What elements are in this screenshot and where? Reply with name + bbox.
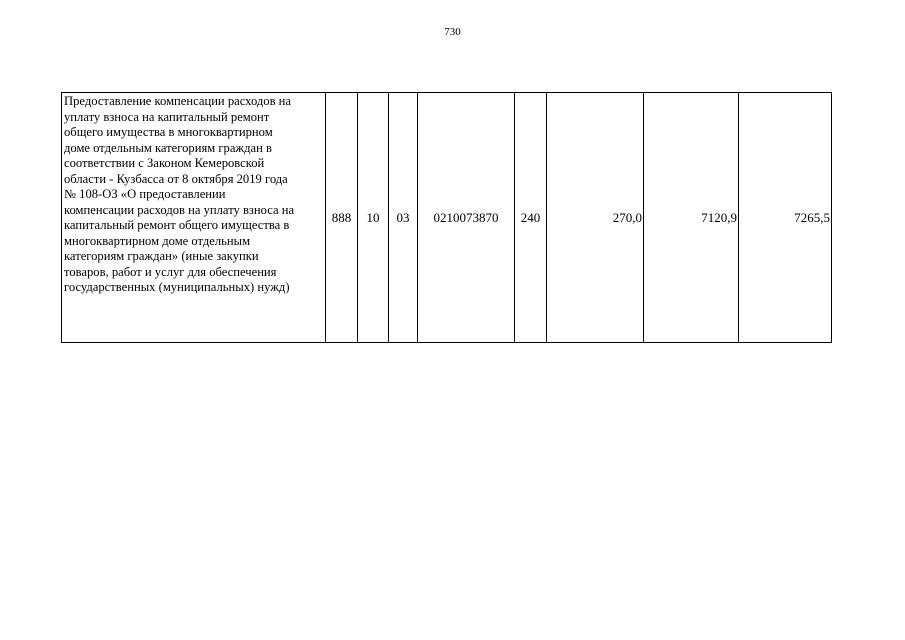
description-cell (62, 93, 326, 343)
description-line: Предоставление компенсации расходов на (64, 94, 292, 108)
description-line: государственных (муниципальных) нужд) (64, 280, 290, 294)
description-line: общего имущества в многоквартирном (64, 125, 273, 139)
description-line: соответствии с Законом Кемеровской (64, 156, 265, 170)
description-line: многоквартирном доме отдельным (64, 233, 251, 248)
description-line: капитальный ремонт общего имущества в (64, 218, 290, 232)
amount-2-cell: 7120,9 (644, 93, 739, 343)
description-line: товаров, работ и услуг для обеспечения (64, 264, 277, 279)
section-code-cell: 10 (358, 93, 389, 343)
description-line: области - Кузбасса от 8 октября 2019 года (64, 171, 288, 186)
description-line: № 108-ОЗ «О предоставлении (64, 187, 226, 201)
description-line: уплату взноса на капитальный ремонт (64, 109, 270, 124)
target-article-cell: 0210073870 (418, 93, 515, 343)
table-row (62, 93, 832, 343)
expense-type-cell: 240 (515, 93, 547, 343)
page-number: 730 (444, 26, 461, 38)
description-line: доме отдельным категориям граждан в (64, 140, 272, 155)
ministry-code-cell: 888 (326, 93, 358, 343)
amount-3-cell: 7265,5 (739, 93, 832, 343)
description-line: категориям граждан» (иные закупки (64, 249, 259, 263)
amount-1-cell: 270,0 (547, 93, 644, 343)
subsection-code-cell: 03 (389, 93, 418, 343)
description-line: компенсации расходов на уплату взноса на (64, 202, 295, 217)
budget-table (61, 92, 832, 343)
